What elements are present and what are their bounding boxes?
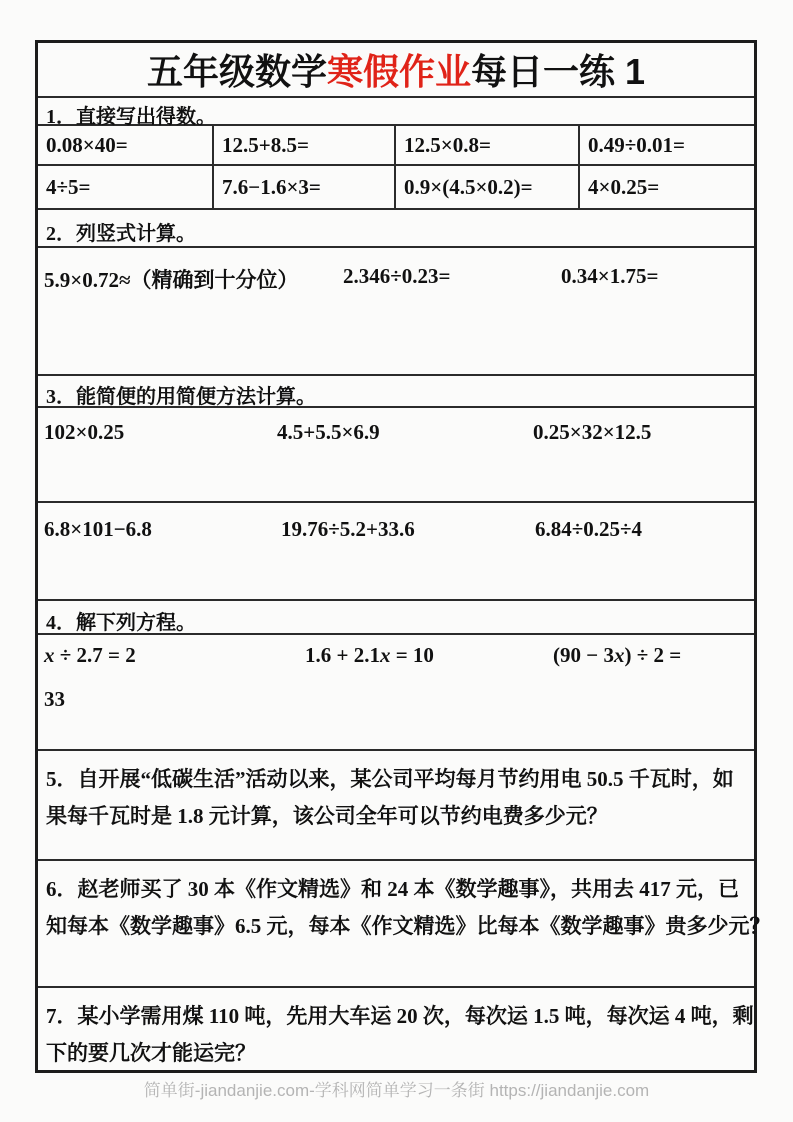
footer-credit: 简单街-jiandanjie.com-学科网简单学习一条街 https://jiandanjie.com [143,1081,650,1100]
title-part-highlight: 寒假作业 [326,51,471,92]
title-part-grade: 五年级数学 [146,51,327,92]
word-problem-5 [38,751,754,861]
equation-problem: 1.6 + 2.1x = 10 [305,643,434,667]
section-3-work-row-2 [38,503,754,601]
simplify-calc-problem: 102×0.25 [44,420,125,444]
oral-calc-cell: 7.6−1.6×3= [214,166,396,208]
worksheet-title [38,43,754,98]
word-problem-6-line-1: 6．赵老师买了 30 本《作文精选》和 24 本《数学趣事》，共用去 417 元，已 [46,877,739,901]
oral-calc-cell: 0.49÷0.01= [588,133,685,157]
oral-calc-cell: 0.9×(4.5×0.2)= [396,166,580,208]
worksheet-table [35,40,771,1073]
title-part-suffix: 每日一练 1 [471,51,646,92]
equation-wrap-line: 33 [44,687,65,711]
oral-calc-cell: 12.5×0.8= [396,126,580,164]
oral-calc-cell: 0.08×40= [38,126,214,164]
word-problem-5-line-1: 5．自开展“低碳生活”活动以来，某公司平均每月节约用电 50.5 千瓦时，如 [46,767,734,791]
column-calc-problem: 0.34×1.75= [561,264,659,288]
section-3-work-row-1 [38,408,754,503]
word-problem-6 [38,861,771,988]
section-4-heading: 4．解下列方程。 [38,601,754,635]
simplify-calc-problem: 0.25×32×12.5 [533,420,652,444]
word-problem-7 [38,988,754,1070]
simplify-calc-problem: 6.84÷0.25÷4 [535,517,643,541]
word-problem-7-line-1: 7．某小学需用煤 110 吨，先用大车运 20 次，每次运 1.5 吨，每次运 4 吨，剩 [46,1004,754,1028]
equation-problem: x ÷ 2.7 = 2 [44,643,136,667]
oral-calc-cell: 4×0.25= [588,175,660,199]
equation-problem: (90 − 3x) ÷ 2 = [553,643,682,667]
oral-calc-cell: 4÷5= [38,166,214,208]
word-problem-7-line-2: 下的要几次才能运完？ [46,1041,256,1065]
section-2-work-area [38,248,754,376]
section-1-grid-row-2 [38,166,754,210]
column-calc-problem: 5.9×0.72≈（精确到十分位） [44,268,299,292]
word-problem-5-line-2: 果每千瓦时是 1.8 元计算，该公司全年可以节约电费多少元？ [46,804,608,828]
word-problem-6-line-2: 知每本《数学趣事》6.5 元，每本《作文精选》比每本《数学趣事》贵多少元？ [46,914,771,938]
simplify-calc-problem: 19.76÷5.2+33.6 [281,517,415,541]
section-1-grid-row-1 [38,126,754,166]
oral-calc-cell: 12.5+8.5= [214,126,396,164]
section-3-heading: 3．能简便的用简便方法计算。 [38,376,754,408]
column-calc-problem: 2.346÷0.23= [343,264,451,288]
section-4-work-area [38,635,754,751]
section-1-heading: 1．直接写出得数。 [38,98,754,126]
section-2-heading: 2．列竖式计算。 [38,210,754,248]
simplify-calc-problem: 4.5+5.5×6.9 [277,420,380,444]
simplify-calc-problem: 6.8×101−6.8 [44,517,152,541]
